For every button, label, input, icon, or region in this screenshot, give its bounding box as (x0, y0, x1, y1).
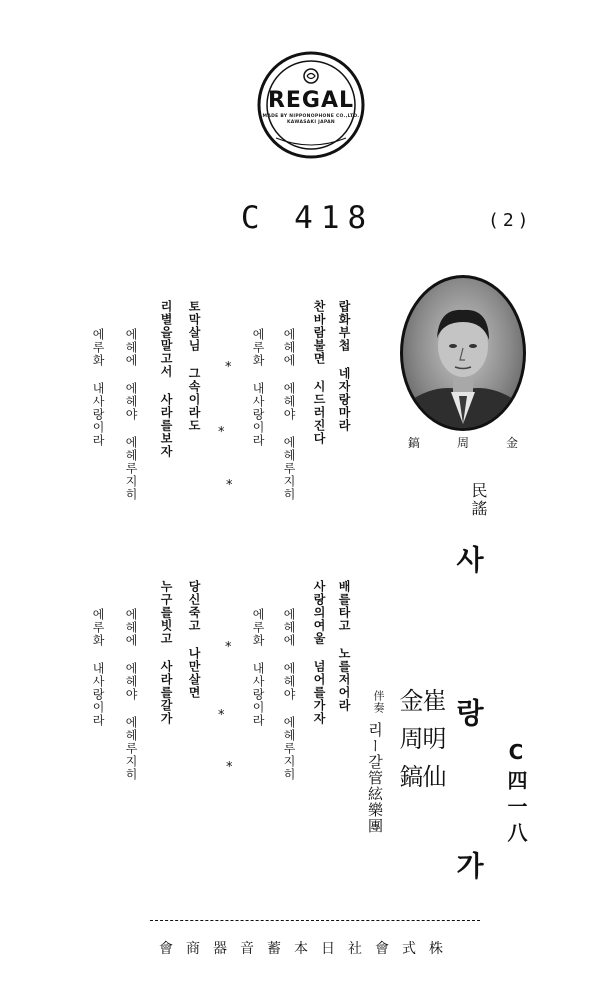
accompaniment-name: 리ー갈管絃樂團 (366, 722, 384, 834)
side-number: (2) (488, 210, 533, 231)
portrait-caption-char: 周 (457, 436, 470, 450)
lyric-line: 에헤에 에헤야 에헤루지히 (124, 328, 138, 501)
footer-divider (150, 920, 480, 921)
verse-separator: * (226, 478, 233, 493)
portrait-caption-char: 金 (505, 436, 518, 450)
accompaniment-label: 伴奏 (372, 690, 385, 714)
lyric-line: 리별을말고서 사라를보자 (159, 300, 173, 458)
lyric-line: 에루화 내사랑이라 (251, 328, 265, 447)
regal-brand-text: REGAL (267, 88, 355, 113)
lyric-line: 토막살님 그속이라도 (187, 300, 201, 432)
lyric-line: 찬바람불면 시드러진다 (312, 300, 326, 445)
regal-label-logo (256, 50, 366, 160)
lyric-line: 에루화 내사랑이라 (91, 328, 105, 447)
portrait-caption (408, 434, 518, 451)
genre-label: 民謠 (469, 482, 488, 518)
lyric-line: 에헤에 에헤야 에헤루지히 (124, 608, 138, 781)
lyric-line: 에헤에 에헤야 에헤루지히 (282, 328, 296, 501)
lyric-line: 배를타고 노를저어라 (337, 580, 351, 712)
lyric-line: 사랑의여울 넘어를가자 (312, 580, 326, 725)
catalog-number-vertical: C四一八 (504, 740, 528, 848)
lyric-line: 에루화 내사랑이라 (91, 608, 105, 727)
label-fine-print: MADE BY NIPPONOPHONE CO.,LTD. KAWASAKI JAPAN (262, 114, 360, 125)
lyric-line: 당신죽고 나만살면 (187, 580, 201, 699)
verse-separator: * (225, 360, 232, 375)
company-name: 株式會社日本蓄音器商會 (159, 941, 456, 957)
lyric-line: 누구를빗고 사라를갈가 (159, 580, 173, 725)
verse-separator: * (225, 640, 232, 655)
lyric-line: 에헤에 에헤야 에헤루지히 (282, 608, 296, 781)
verse-separator: * (218, 708, 225, 723)
catalog-number: C 418 (240, 200, 375, 236)
singer-portrait (400, 275, 526, 431)
verse-separator: * (218, 425, 225, 440)
singer-name-2: 金周鎬 (395, 688, 423, 802)
song-title: 사 랑 가 (452, 545, 485, 925)
lyric-line: 에루화 내사랑이라 (251, 608, 265, 727)
singer-name-1: 崔明仙 (418, 688, 446, 802)
lyric-line: 랍화부첩 네자랑마라 (337, 300, 351, 432)
portrait-caption-char: 鎬 (408, 436, 421, 450)
verse-separator: * (226, 760, 233, 775)
portrait-figure (403, 278, 523, 428)
